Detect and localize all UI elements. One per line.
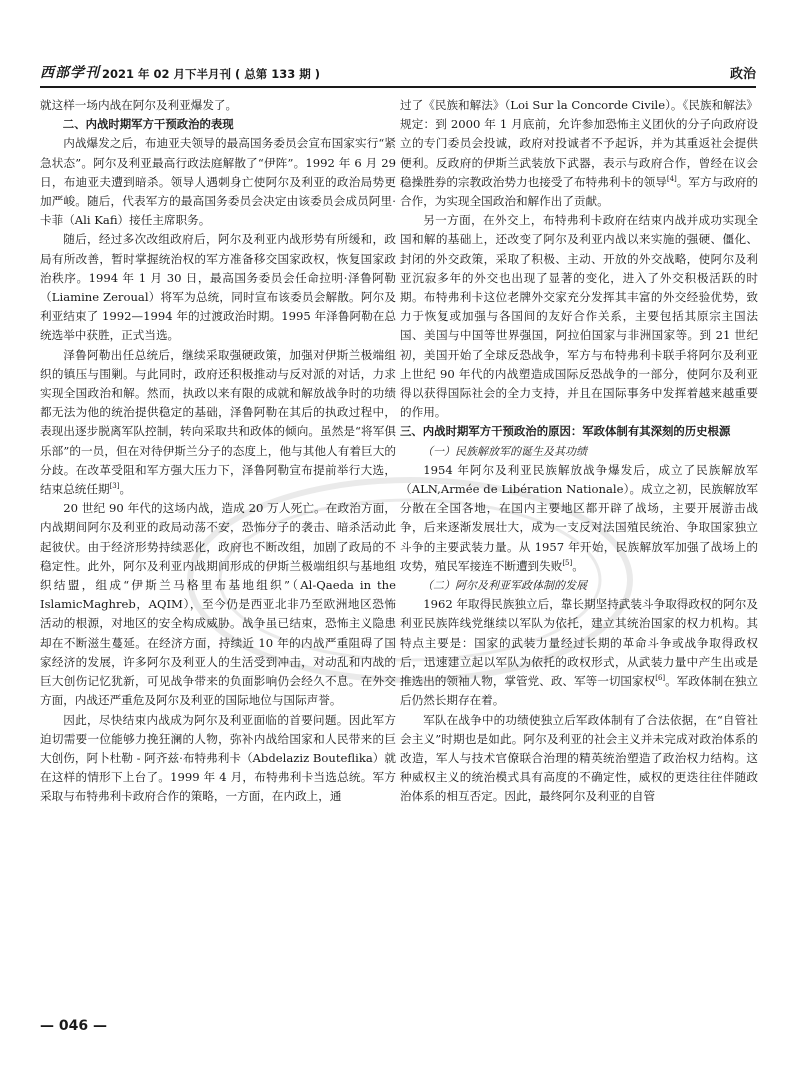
paragraph: [400, 595, 758, 710]
journal-logo: 西部学刊: [40, 65, 100, 81]
paragraph-text: （二）阿尔及利亚军政体制的发展: [422, 579, 587, 593]
paragraph: [40, 134, 396, 230]
paragraph: [40, 96, 396, 115]
citation-ref[interactable]: [3]: [109, 482, 120, 491]
paragraph: [400, 211, 758, 422]
paragraph-text: 20 世纪 90 年代的这场内战，造成 20 万人死亡。在政治方面，内战期间阿尔及利亚的政局动荡不安，恐怖分子的袭击、暗杀活动此起彼伏。由于经济形势持续恶化，政府也不断改组，加剧了政局的不稳定性。此外，阿尔及利亚内战期间形成的伊斯兰极端组织与基地组织结盟，组成“伊斯兰马格里布基地组织”（Al-Qaeda in the IslamicMaghreb，AQIM），至今仍是西亚北非乃至欧洲地区恐怖活动的根源，对地区的安全构成威胁。战争虽已结束，恐怖主义隐患却在不断滋生蔓延。在经济方面，持续近 10 年的内战严重阻碍了国家经济的发展，许多阿尔及利亚人的生活受到冲击，对动乱和内战的巨大创伤记忆犹新，可见战争带来的负面影响仍会经久不息。在外交方面，内战还严重危及阿尔及利亚的国际地位与国际声誉。: [40, 501, 396, 708]
paragraph-tail: 。: [119, 482, 132, 497]
paragraph: [400, 461, 758, 576]
header-rule: [40, 86, 756, 88]
paragraph-text: 二、内战时期军方干预政治的表现: [62, 117, 234, 132]
paragraph: [40, 346, 396, 500]
citation-ref[interactable]: [6]: [655, 674, 666, 683]
paragraph-text: 过了《民族和解法》（Loi Sur la Concorde Civile）。《民族和解法》规定：到 2000 年 1 月底前，允许参加恐怖主义团伙的分子向政府设立的专门委员会投诚，政府对投诚者不予起诉，并为其重返社会提供便利。反政府的伊斯兰武装放下武器，表示与政府合作，曾经在议会稳操胜券的宗教政治势力也接受了布特弗利卡的领导: [400, 98, 758, 189]
paragraph-tail: 。: [572, 558, 584, 573]
paragraph-tail: 。军方与政府的合作，为实现全国政治和解作出了贡献。: [400, 174, 758, 209]
section-heading: [40, 115, 396, 134]
paragraph-text: 三、内战时期军方干预政治的原因：军政体制有其深刻的历史根源: [400, 424, 731, 439]
right-column: [400, 96, 758, 807]
paragraph-text: 1954 年阿尔及利亚民族解放战争爆发后，成立了民族解放军（ALN,Armée de Libération Nationale）。成立之初，民族解放军分散在全国各地，在国内主要地区都开辟了战场，主要开展游击战争，后来逐渐发展壮大，成为一支反对法国殖民统治、争取国家独立斗争的主要武装力量。从 1957 年开始，民族解放军加强了战场上的攻势，殖民军接连不断遭到失败: [400, 462, 758, 573]
paragraph-text: 另一方面，在外交上，布特弗利卡政府在结束内战并成功实现全国和解的基础上，还改变了阿尔及利亚内战以来实施的强硬、僵化、封闭的外交政策，采取了积极、主动、开放的外交战略，使阿尔及利亚沉寂多年的外交也出现了显著的变化，进入了外交积极活跃的时期。布特弗利卡这位老牌外交家充分发挥其丰富的外交经验优势，致力于恢复或加强与各国间的友好合作关系，主要包括其原宗主国法国、美国与中国等世界强国，阿拉伯国家与非洲国家等。到 21 世纪初，美国开始了全球反恐战争，军方与布特弗利卡联手将阿尔及利亚上世纪 90 年代的内战塑造成国际反恐战争的一部分，使阿尔及利亚得以获得国际社会的全力支持，并且在国际事务中发挥着越来越重要的作用。: [400, 213, 758, 420]
section-heading: [400, 422, 758, 441]
paragraph: [40, 499, 396, 710]
paragraph-text: 泽鲁阿勒出任总统后，继续采取强硬政策，加强对伊斯兰极端组织的镇压与围剿。与此同时，政府还积极推动与反对派的对话，力求实现全国政治和解。然而，执政以来有限的成就和解放战争时的功绩都无法为他的统治提供稳定的基础，泽鲁阿勒在其后的执政过程中，表现出逐步脱离军队控制，转向采取共和政体的倾向。虽然是“将军俱乐部”的一员，但在对待伊斯兰分子的态度上，他与其他人有着巨大的分歧。在改革受阻和军方强大压力下，泽鲁阿勒宣布提前举行大选，结束总统任期: [40, 347, 396, 497]
paragraph-text: （一）民族解放军的诞生及其功绩: [422, 444, 587, 458]
header-left: [40, 62, 320, 82]
citation-ref[interactable]: [4]: [666, 174, 677, 183]
paragraph-tail: 。军政体制在独立后仍然长期存在着。: [400, 674, 758, 708]
paragraph-text: 就这样一场内战在阿尔及利亚爆发了。: [40, 98, 238, 112]
paragraph-text: 因此，尽快结束内战成为阿尔及利亚面临的首要问题。因此军方迫切需要一位能够力挽狂澜的人物，弥补内战给国家和人民带来的巨大创伤，阿卜杜勒 - 阿齐兹·布特弗利卡（Abdelaziz Bouteflika）就在这样的情形下上台了。1999 年 4 月，布特弗利卡当选总统。军方采取与布特弗利卡政府合作的策略，一方面，在内政上，通: [40, 712, 396, 804]
issue-info: 2021 年 02 月下半月刊 ( 总第 133 期 ): [102, 67, 321, 81]
paragraph: [400, 711, 758, 807]
subsection-heading: [400, 442, 758, 461]
citation-ref[interactable]: [5]: [562, 559, 573, 568]
section-label: 政治: [729, 67, 756, 82]
paragraph-text: 内战爆发之后，布迪亚夫领导的最高国务委员会宣布国家实行“紧急状态”。阿尔及利亚最高行政法庭解散了“伊阵”。1992 年 6 月 29 日，布迪亚夫遭到暗杀。领导人遇刺身亡使阿尔及利亚的政治局势更加严峻。随后，代表军方的最高国务委员会决定由该委员会成员阿里·卡菲（Ali Kafi）接任主席职务。: [40, 136, 396, 228]
left-column: [40, 96, 396, 807]
running-header: [40, 60, 756, 82]
paragraph-text: 1962 年取得民族独立后，靠长期坚持武装斗争取得政权的阿尔及利亚民族阵线党继续以军队为依托，建立其统治国家的权力机构。其特点主要是：国家的武装力量经过长期的革命斗争或战争取得政权后，迅速建立起以军队为依托的政权形式，从武装力量中产生出或是推选出的领袖人物，掌管党、政、军等一切国家权: [400, 597, 758, 689]
subsection-heading: [400, 576, 758, 595]
paragraph: [40, 230, 396, 345]
page-number: — 046 —: [40, 1018, 107, 1034]
paragraph-text: 军队在战争中的功绩使独立后军政体制有了合法依据，在“自管社会主义”时期也是如此。阿尔及利亚的社会主义并未完成对政治体系的改造，军人与技术官僚联合治理的精英统治塑造了政治权力结构。这种威权主义的统治模式具有高度的不确定性，威权的更迭往往伴随政治体系的相互否定。因此，最终阿尔及利亚的自管: [400, 712, 758, 804]
paragraph-text: 随后，经过多次改组政府后，阿尔及利亚内战形势有所缓和，政局有所改善，暂时掌握统治权的军方准备移交国家政权，恢复国家政治秩序。1994 年 1 月 30 日，最高国务委员会任命拉明·泽鲁阿勒（Liamine Zeroual）将军为总统，同时宣布该委员会解散。阿尔及利亚结束了 1992—1994 年的过渡政治时期。1995 年泽鲁阿勒在总统选举中获胜，正式当选。: [40, 232, 396, 343]
paragraph: [400, 96, 758, 211]
paragraph: [40, 711, 396, 807]
